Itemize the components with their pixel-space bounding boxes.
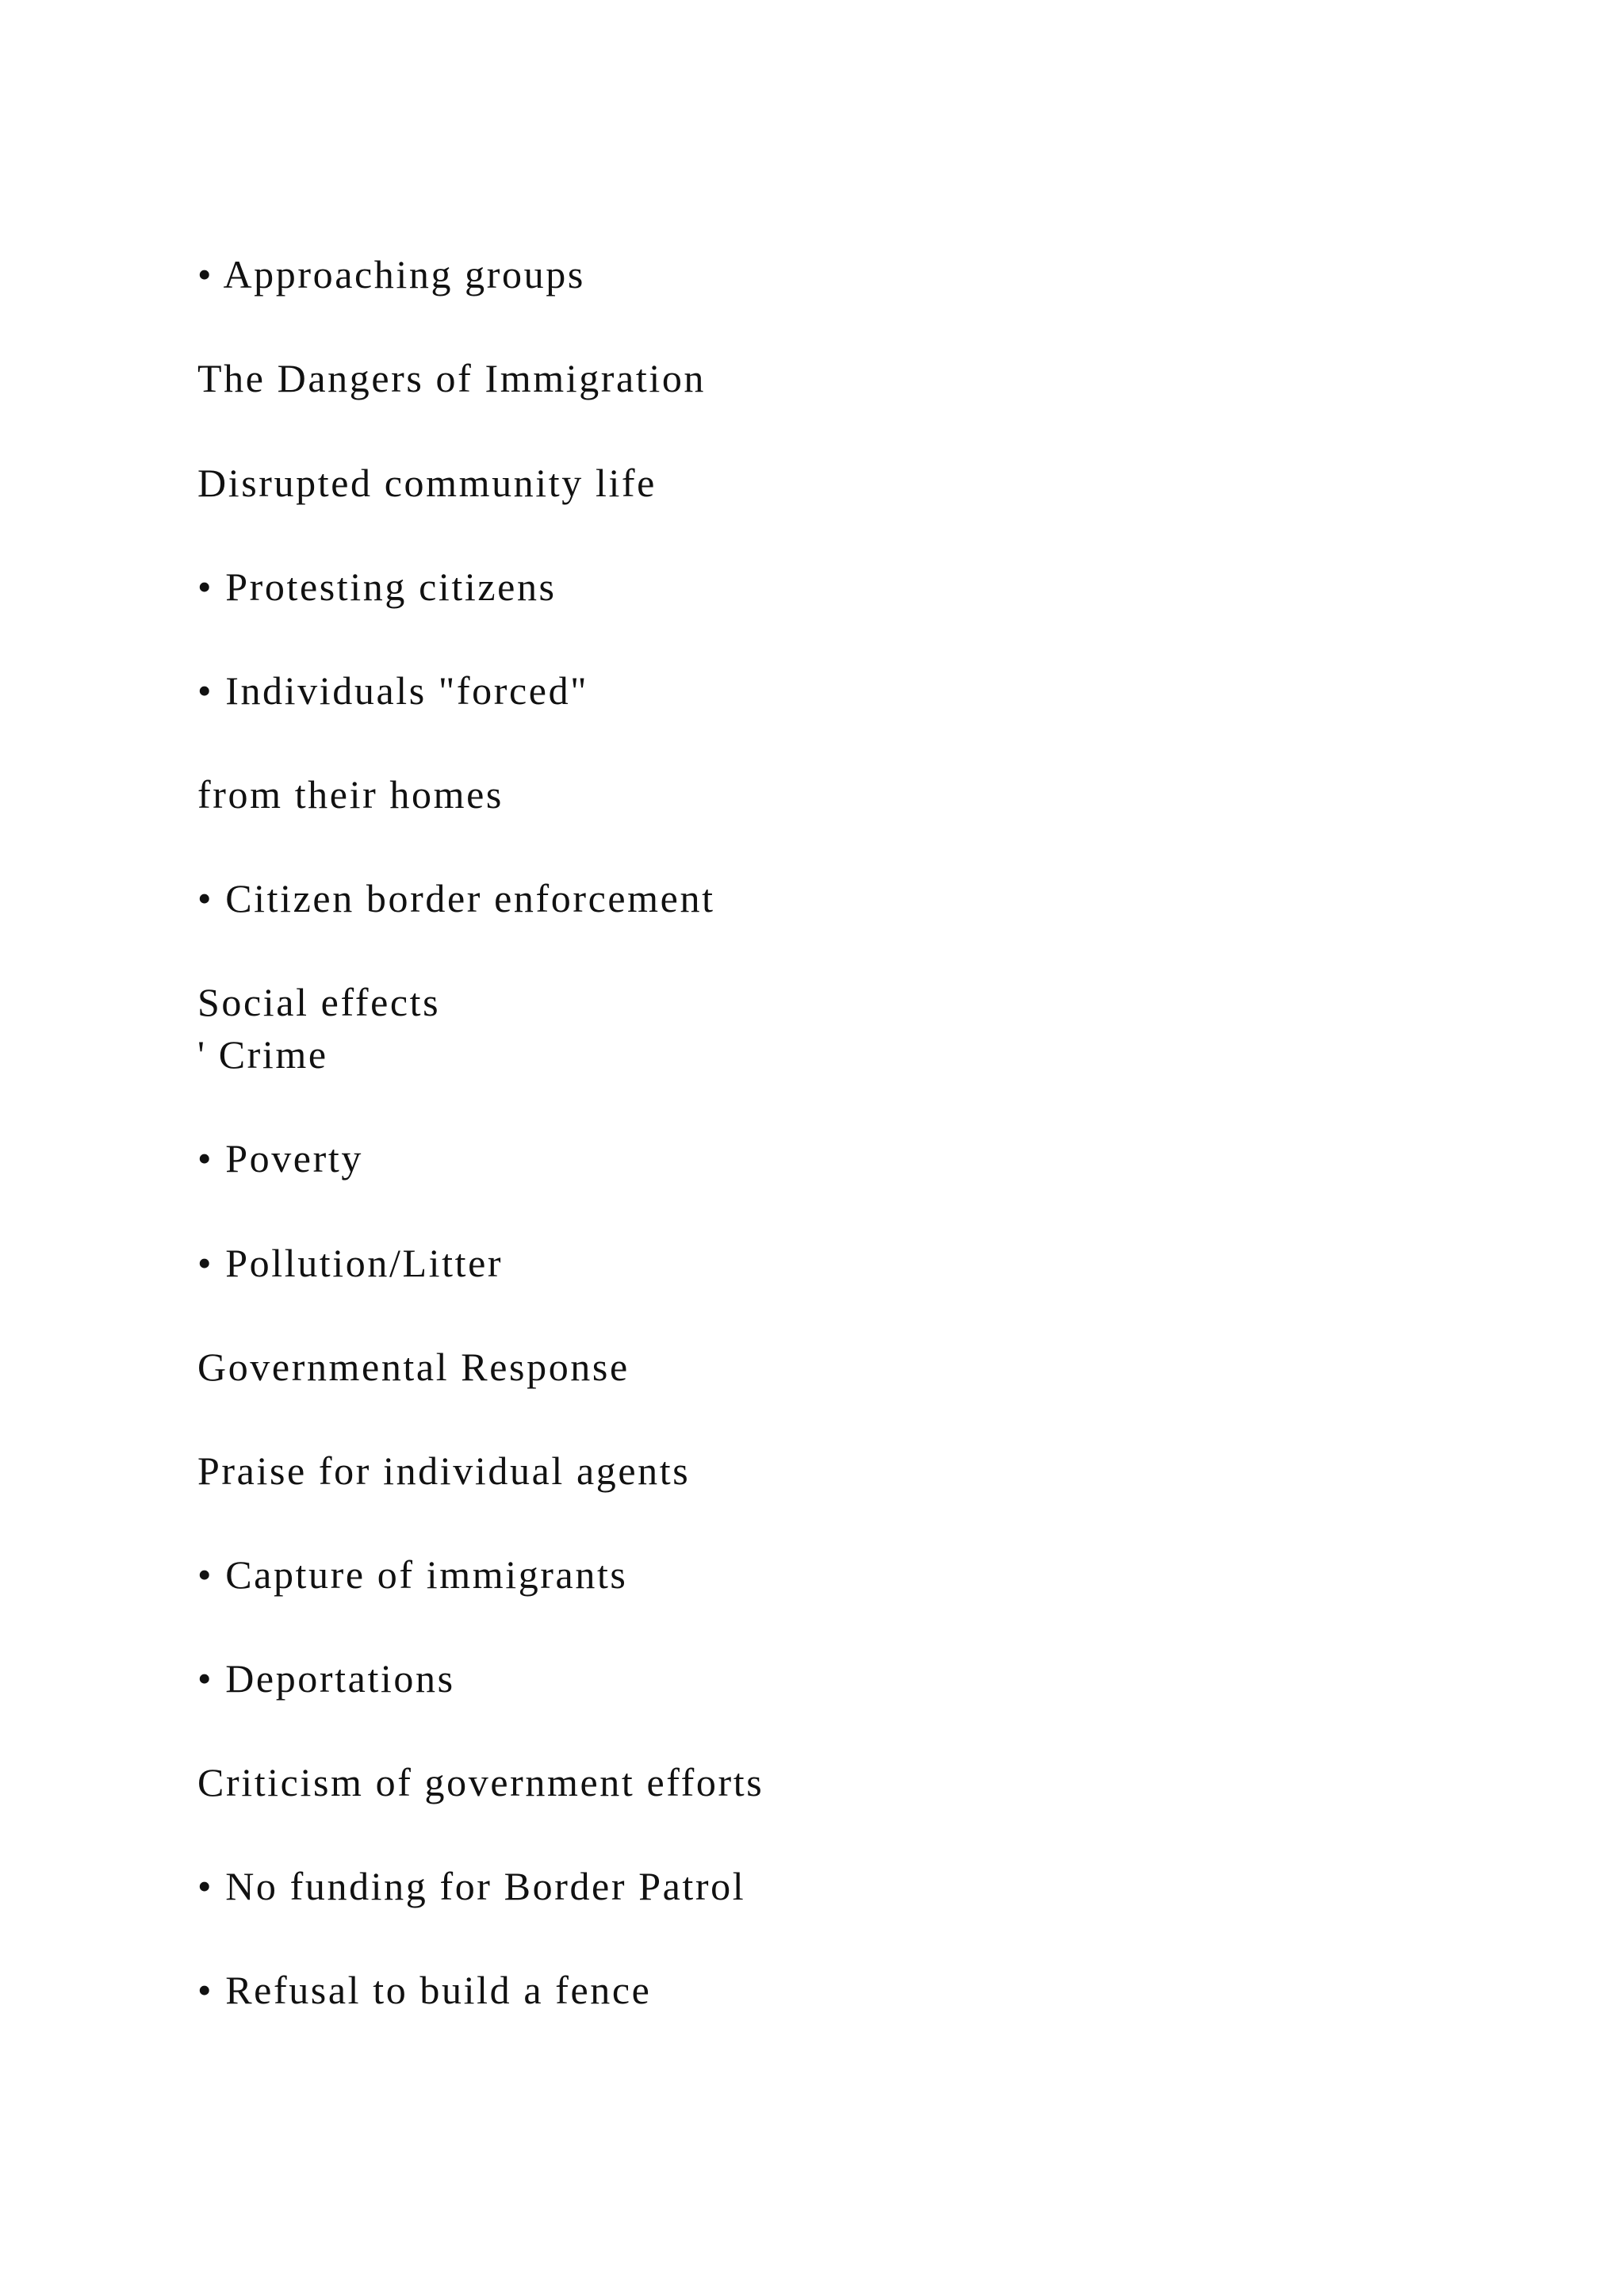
text-from-their-homes: from their homes <box>197 772 504 817</box>
subheading-social-effects: Social effects <box>197 980 441 1024</box>
bullet-pollution-litter: • Pollution/Litter <box>197 1241 504 1285</box>
bullet-approaching-groups: • Approaching groups <box>197 252 585 297</box>
bullet-capture-immigrants: • Capture of immigrants <box>197 1552 628 1597</box>
bullet-deportations: • Deportations <box>197 1656 455 1701</box>
bullet-protesting-citizens: • Protesting citizens <box>197 564 557 609</box>
bullet-crime: ' Crime <box>197 1032 328 1077</box>
bullet-citizen-border: • Citizen border enforcement <box>197 876 715 920</box>
bullet-no-funding: • No funding for Border Patrol <box>197 1864 746 1908</box>
subheading-praise-agents: Praise for individual agents <box>197 1448 691 1493</box>
bullet-poverty: • Poverty <box>197 1136 363 1181</box>
heading-dangers-of-immigration: The Dangers of Immigration <box>197 356 707 400</box>
subheading-criticism-govt: Criticism of government efforts <box>197 1760 764 1804</box>
bullet-refusal-fence: • Refusal to build a fence <box>197 1968 652 2012</box>
bullet-individuals-forced: • Individuals "forced" <box>197 668 589 713</box>
subheading-disrupted-community: Disrupted community life <box>197 461 657 505</box>
heading-governmental-response: Governmental Response <box>197 1345 630 1389</box>
